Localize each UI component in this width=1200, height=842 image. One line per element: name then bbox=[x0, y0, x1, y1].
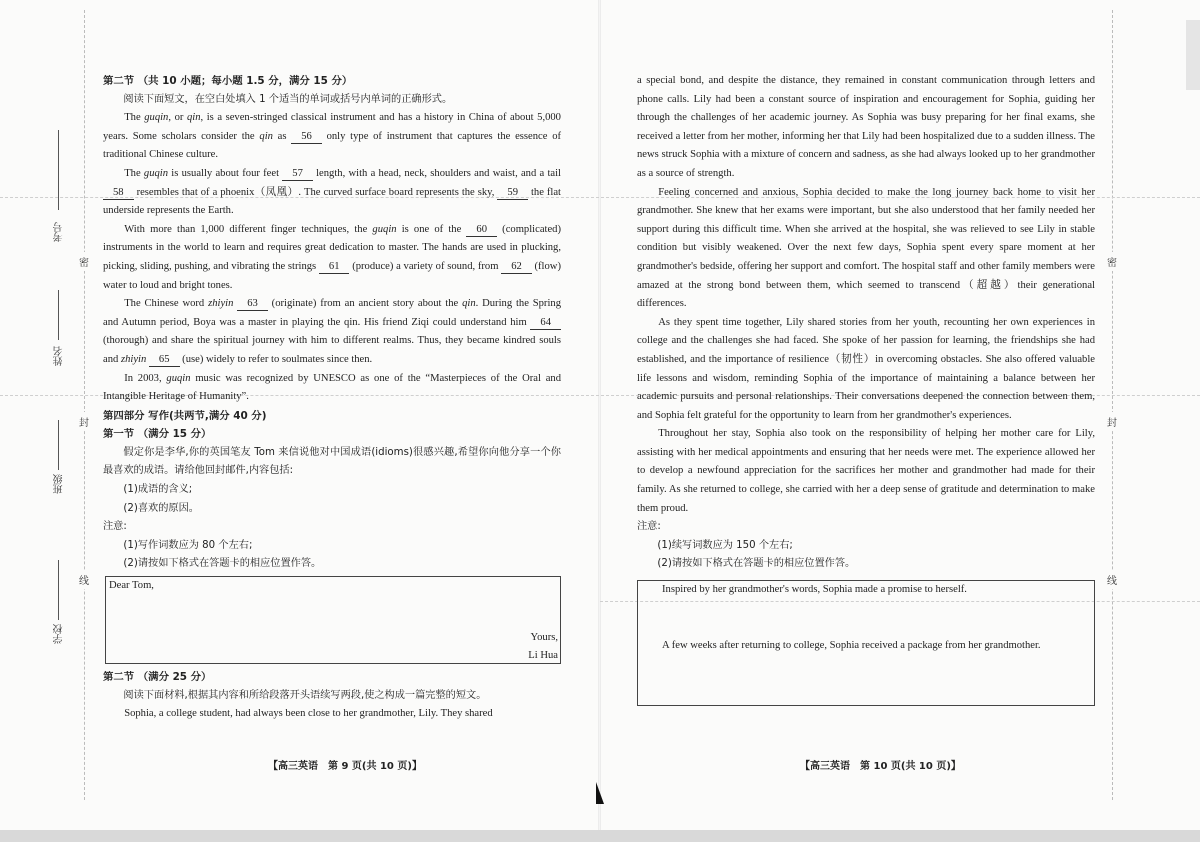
margin-label-xingming: 姓名 bbox=[54, 346, 65, 366]
banji-line bbox=[58, 420, 59, 470]
scan-edge bbox=[1186, 20, 1200, 90]
blank-63: 63 bbox=[237, 297, 268, 311]
continuation-note2: (2)请按如下格式在答题卡的相应位置作答。 bbox=[657, 558, 856, 570]
blank-65: 65 bbox=[149, 353, 180, 367]
xuexiao-line bbox=[58, 560, 59, 620]
writing-s1-prompt: 假定你是李华,你的英国笔友 Tom 来信说他对中国成语(idioms)很感兴趣,希望你向他分享一个你最喜欢的成语。请给他回封邮件,内容包括: bbox=[103, 446, 561, 477]
scan-corner-mark bbox=[596, 782, 604, 804]
blank-62: 62 bbox=[501, 260, 532, 274]
story-para-4: Throughout her stay, Sophia also took on the responsibility of helping her mother care for Lily, assisting with her medical appointments and ensuring that her needs were met. The experience allowed her to develop a newfound appreciation for the sacrifices her mother and grandmother had made for their family. As she returned to college, she carried with her a deep sense of gratitude and determination to make them proud. bbox=[637, 428, 1095, 514]
writing-s1-heading: 第一节 （满分 15 分） bbox=[103, 428, 212, 441]
blank-57: 57 bbox=[282, 167, 313, 181]
story-para-2: Feeling concerned and anxious, Sophia decided to make the long journey back home to visit her grandmother. She knew that her exams were important, but she also understood that her family needed her support during this difficult time. When she arrived at the hospital, she was relieved to see Lily in stable condition but visibly weakened. Over the next few days, Sophia spent every spare moment at her grandmother's bedside, offering her support and comfort. The hospital staff and other family members were amazed at the strong bond between them, which seemed to transcend（超越）their generational differences. bbox=[637, 186, 1095, 310]
seal-xian-right: 线 bbox=[1107, 570, 1117, 589]
section2-instruction: 阅读下面短文，在空白处填入 1 个适当的单词或括号内单词的正确形式。 bbox=[123, 93, 453, 105]
writing-s1-note1: (1)写作词数应为 80 个左右; bbox=[123, 539, 253, 551]
kaohao-line bbox=[58, 130, 59, 210]
right-page-column bbox=[637, 72, 1095, 706]
seal-feng-right: 封 bbox=[1107, 412, 1117, 431]
writing-s1-note-label: 注意: bbox=[103, 521, 127, 533]
seal-feng-left: 封 bbox=[79, 412, 89, 431]
seal-mi-left: 密 bbox=[79, 252, 89, 271]
continuation-note-label: 注意: bbox=[637, 521, 661, 533]
continuation-note1: (1)续写词数应为 150 个左右; bbox=[657, 539, 793, 551]
story-para-3: As they spent time together, Lily shared stories from her youth, recounting her own experiences in college and the challenges she had faced. She spoke of her passion for learning, the friendships she had established, and the importance of resilience（韧性）in overcoming obstacles. She also offered valuable life lessons and wisdom, reminding Sophia of the importance of maintaining a balance between her academic pursuits and personal relationships. Their conversations deepened the connection between them, and Sophia felt grateful for the opportunity to learn from her grandmother's experiences. bbox=[637, 316, 1095, 421]
passage-para-4: The Chinese word zhiyin 63 (originate) from an ancient story about the qin. During the Spring and Autumn period, Boya was a master in playing the qin. His friend Ziqi could understand him 64 (thorough) and share the spiritual journey with him to different realms. Thus, they became kindred souls and zhiyin 65 (use) widely to refer to soulmates since then. bbox=[103, 298, 561, 365]
blank-59: 59 bbox=[497, 186, 528, 200]
continuation-answer-box bbox=[637, 580, 1095, 706]
writing-s2-heading: 第二节 （满分 25 分） bbox=[103, 671, 212, 684]
left-page-column bbox=[103, 72, 561, 724]
blank-60: 60 bbox=[466, 223, 497, 237]
blank-56: 56 bbox=[291, 130, 322, 144]
letter-signature: Li Hua bbox=[528, 650, 558, 662]
passage-para-3: With more than 1,000 different finger techniques, the guqin is one of the 60 (complicated) instruments in the world to learn and requires great dedication to master. The hands are used in plucking, picking, sliding, pushing, and vibrating the strings 61 (produce) a variety of sound, from 62 (flow) water to loud and bright tones. bbox=[103, 223, 561, 291]
letter-salutation: Dear Tom, bbox=[109, 580, 154, 592]
blank-61: 61 bbox=[319, 260, 350, 274]
letter-answer-box bbox=[105, 576, 561, 664]
blank-64: 64 bbox=[530, 316, 561, 330]
scan-bottom-band bbox=[0, 830, 1200, 842]
page-9-footer: 【高三英语 第 9 页(共 10 页)】 bbox=[268, 761, 422, 772]
section2-heading: 第二节 （共 10 小题；每小题 1.5 分，满分 15 分） bbox=[103, 75, 353, 87]
margin-label-xuexiao: 学校 bbox=[54, 624, 65, 644]
seal-mi-right: 密 bbox=[1107, 252, 1117, 271]
story-para-1: a special bond, and despite the distance, they remained in constant communication through letters and phone calls. Lily had been a constant source of inspiration and encouragement for Sophia, guiding her through the challenges of her academic journey. As Sophia was busy preparing for her final exams, she received a letter from her mother, informing her that Lily had been hospitalized due to a sudden illness. The news struck Sophia with a mixture of concern and sadness, as she had always looked up to her grandmother as a source of strength. bbox=[637, 75, 1095, 179]
right-binding-line bbox=[1112, 10, 1113, 800]
blank-58: 58 bbox=[103, 186, 134, 200]
seal-xian-left: 线 bbox=[79, 570, 89, 589]
margin-label-banji: 班级 bbox=[54, 474, 65, 494]
left-binding-line bbox=[84, 10, 85, 800]
letter-closing: Yours, bbox=[530, 632, 558, 644]
margin-label-kaohao: 考号 bbox=[54, 222, 65, 242]
writing-s1-item2: (2)喜欢的原因。 bbox=[123, 502, 199, 514]
page-fold bbox=[598, 0, 601, 830]
passage-para-2: The guqin is usually about four feet 57 length, with a head, neck, shoulders and waist, and a tail 58 resembles that of a phoenix（凤凰）. The curved surface board represents the sky, 59 the flat underside represents the Earth. bbox=[103, 167, 561, 217]
page-10-footer: 【高三英语 第 10 页(共 10 页)】 bbox=[800, 761, 961, 772]
writing-s2-instruction: 阅读下面材料,根据其内容和所给段落开头语续写两段,使之构成一篇完整的短文。 bbox=[123, 689, 487, 701]
passage-para-5: In 2003, guqin music was recognized by UNESCO as one of the “Masterpieces of the Oral and Intangible Heritage of Humanity”. bbox=[103, 372, 561, 403]
writing-s1-note2: (2)请按如下格式在答题卡的相应位置作答。 bbox=[123, 558, 322, 570]
writing-s1-item1: (1)成语的含义; bbox=[123, 484, 193, 496]
continuation-para2-opener: A few weeks after returning to college, Sophia received a package from her grandmother. bbox=[662, 640, 1041, 652]
xingming-line bbox=[58, 290, 59, 340]
passage-para-1: The guqin, or qin, is a seven-stringed classical instrument and has a history in China of about 5,000 years. Some scholars consider the qin as 56 only type of instrument that captures the essence of traditional Chinese culture. bbox=[103, 112, 562, 161]
part4-heading: 第四部分 写作(共两节,满分 40 分) bbox=[103, 409, 267, 422]
continuation-para1-opener: Inspired by her grandmother's words, Sophia made a promise to herself. bbox=[662, 584, 967, 596]
story-opening: Sophia, a college student, had always been close to her grandmother, Lily. They shared bbox=[124, 708, 493, 720]
